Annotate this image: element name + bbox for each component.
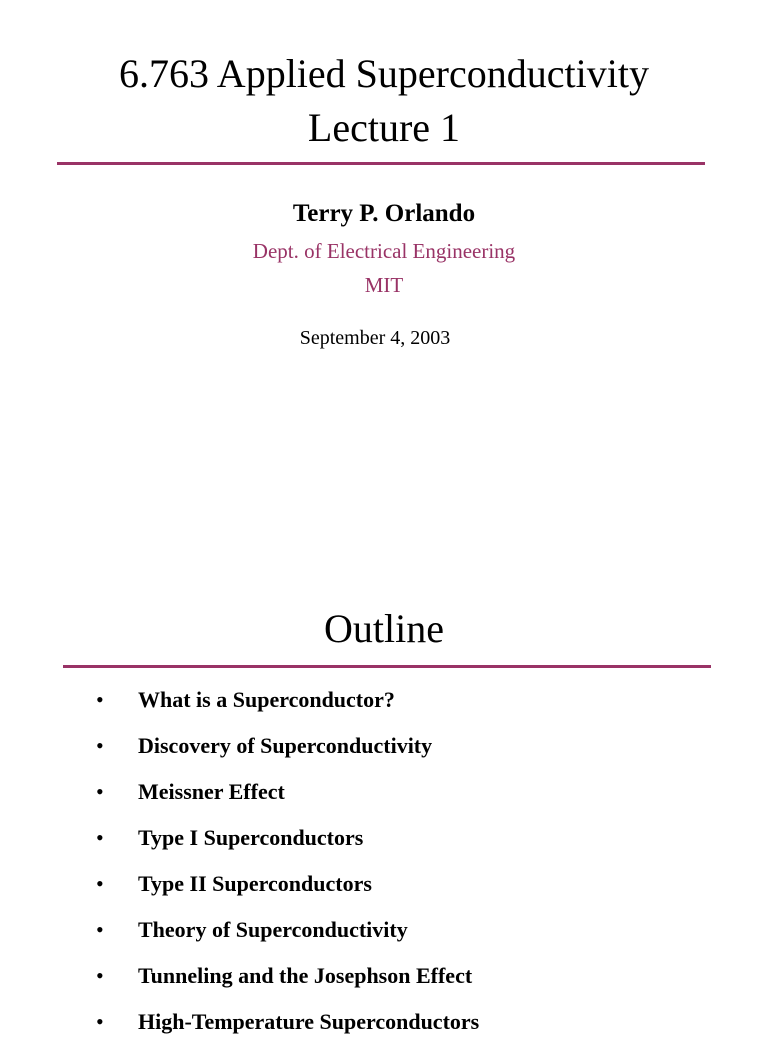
title-divider bbox=[57, 162, 705, 165]
bullet-icon: • bbox=[96, 963, 104, 988]
outline-item-text: Tunneling and the Josephson Effect bbox=[138, 963, 473, 988]
bullet-icon: • bbox=[96, 825, 104, 850]
outline-item bbox=[0, 729, 768, 775]
department-name: Dept. of Electrical Engineering bbox=[252, 239, 516, 263]
outline-item bbox=[0, 1005, 768, 1051]
outline-item bbox=[0, 959, 768, 1005]
bullet-icon: • bbox=[96, 871, 104, 896]
outline-divider bbox=[63, 665, 711, 668]
outline-item bbox=[0, 867, 768, 913]
bullet-icon: • bbox=[96, 733, 104, 758]
outline-item-text: Theory of Superconductivity bbox=[138, 917, 408, 942]
bullet-icon: • bbox=[96, 779, 104, 804]
outline-item bbox=[0, 913, 768, 959]
outline-item-text: High-Temperature Superconductors bbox=[138, 1009, 480, 1034]
lecture-title-line-2: Lecture 1 bbox=[307, 105, 461, 150]
outline-item-text: Type II Superconductors bbox=[138, 871, 372, 896]
outline-item-text: Type I Superconductors bbox=[138, 825, 364, 850]
title-slide bbox=[0, 0, 768, 520]
outline-slide bbox=[0, 520, 768, 1034]
bullet-icon: • bbox=[96, 917, 104, 942]
outline-list bbox=[0, 683, 768, 1051]
outline-item bbox=[0, 683, 768, 729]
outline-item-text: Meissner Effect bbox=[138, 779, 285, 804]
outline-item bbox=[0, 775, 768, 821]
bullet-icon: • bbox=[96, 687, 104, 712]
outline-item-text: Discovery of Superconductivity bbox=[138, 733, 433, 758]
institution-name: MIT bbox=[364, 273, 404, 297]
lecture-title bbox=[0, 47, 768, 155]
outline-item bbox=[0, 821, 768, 867]
author-name: Terry P. Orlando bbox=[292, 200, 476, 227]
outline-item-text: What is a Superconductor? bbox=[138, 687, 395, 712]
outline-title: Outline bbox=[324, 606, 444, 651]
bullet-icon: • bbox=[96, 1009, 104, 1034]
lecture-date: September 4, 2003 bbox=[299, 327, 451, 349]
lecture-title-line-1: 6.763 Applied Superconductivity bbox=[119, 51, 649, 96]
